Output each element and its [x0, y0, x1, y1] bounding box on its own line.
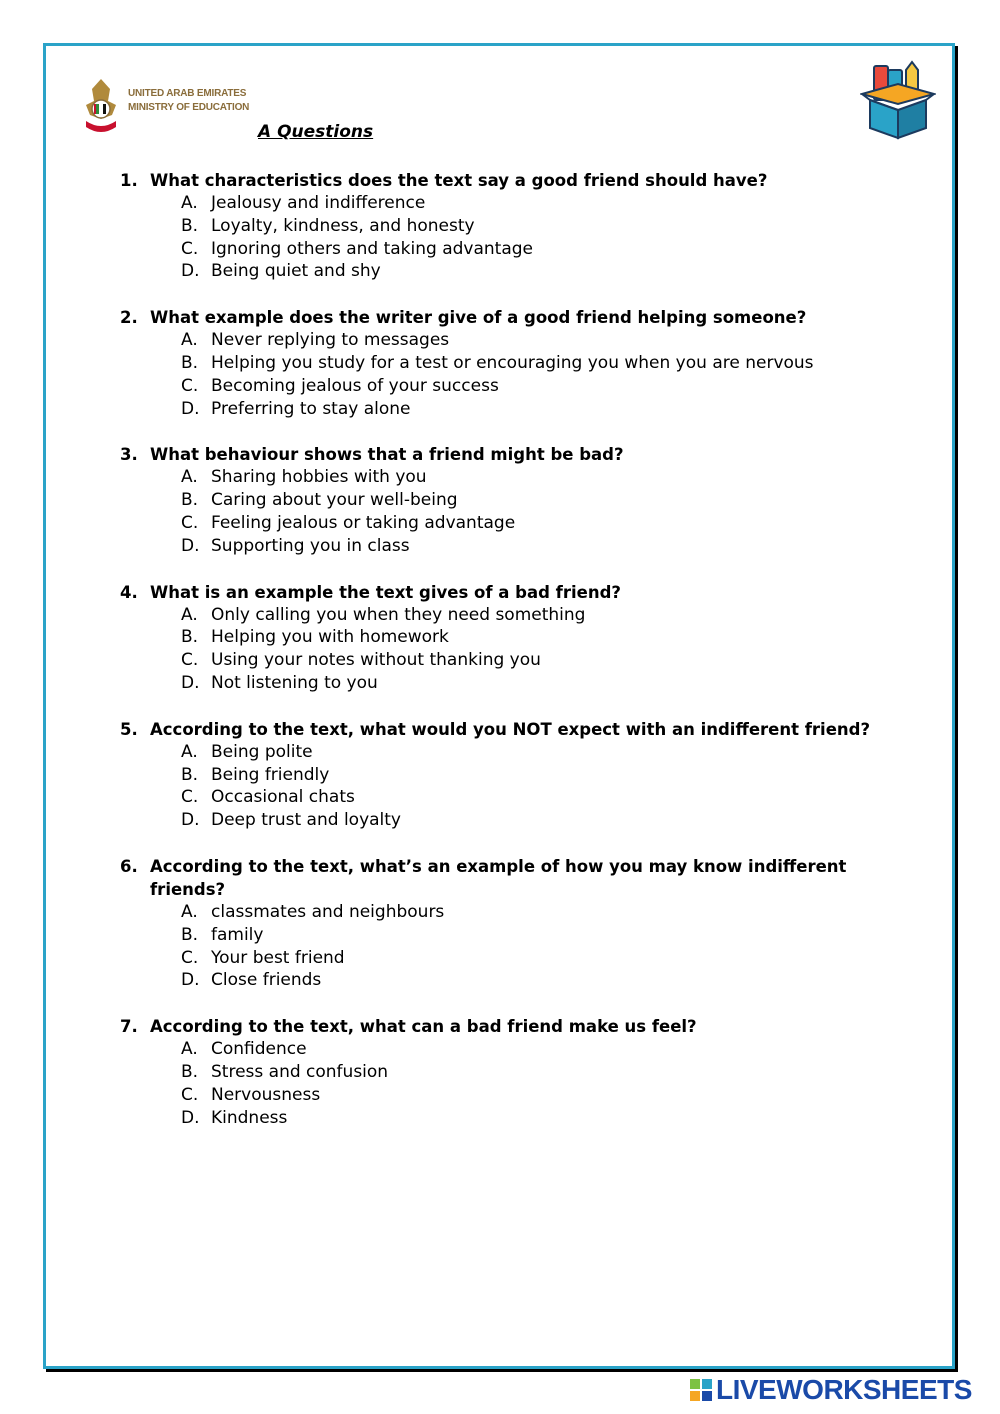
ministry-logo — [80, 75, 250, 139]
option-text: Occasional chats — [211, 787, 355, 808]
question-number: 4. — [120, 582, 138, 602]
option-letter: B. — [181, 627, 199, 648]
answer-option[interactable] — [120, 809, 880, 832]
question-text: What characteristics does the text say a good friend should have? — [150, 171, 768, 190]
option-letter: B. — [181, 352, 199, 373]
option-letter: D. — [181, 970, 200, 991]
answer-option[interactable] — [120, 741, 880, 764]
option-text: Helping you study for a test or encouraging you when you are nervous — [211, 352, 814, 373]
liveworksheets-text: LIVEWORKSHEETS — [716, 1374, 972, 1405]
option-text: Caring about your well-being — [211, 490, 458, 511]
question-title — [120, 718, 880, 741]
question-4 — [120, 581, 880, 695]
option-letter: D. — [181, 535, 200, 556]
answer-option[interactable] — [120, 1038, 880, 1061]
option-text: Ignoring others and taking advantage — [211, 238, 534, 259]
logo-line-1: UNITED ARAB EMIRATES — [128, 88, 247, 99]
option-letter: D. — [181, 672, 200, 693]
question-number: 2. — [120, 308, 138, 328]
question-text: According to the text, what would you NOT expect with an indifferent friend? — [150, 719, 871, 739]
option-text: Feeling jealous or taking advantage — [211, 512, 516, 533]
question-title — [120, 855, 880, 901]
option-letter: A. — [181, 1039, 198, 1060]
option-letter: A. — [181, 741, 198, 762]
logo-line-2: MINISTRY OF EDUCATION — [128, 102, 250, 113]
option-text: Kindness — [211, 1107, 288, 1128]
answer-option[interactable] — [120, 1084, 880, 1107]
answer-option[interactable] — [120, 604, 880, 627]
answer-option[interactable] — [120, 764, 880, 787]
option-text: Not listening to you — [211, 672, 378, 693]
option-letter: A. — [181, 901, 198, 922]
question-text: What is an example the text gives of a bad friend? — [150, 582, 621, 602]
answer-option[interactable] — [120, 969, 880, 992]
option-text: Being friendly — [211, 764, 330, 785]
option-letter: A. — [181, 330, 198, 351]
question-title — [120, 169, 880, 192]
option-text: Close friends — [211, 970, 322, 991]
option-text: Deep trust and loyalty — [211, 810, 401, 831]
question-5 — [120, 718, 880, 832]
question-2 — [120, 306, 880, 420]
question-title — [120, 1015, 880, 1038]
option-letter: D. — [181, 810, 200, 831]
answer-option[interactable] — [120, 947, 880, 970]
option-text: Your best friend — [211, 947, 345, 968]
question-text: According to the text, what can a bad friend make us feel? — [150, 1017, 697, 1037]
page-title: A Questions — [258, 122, 374, 142]
answer-option[interactable] — [120, 398, 880, 421]
option-text: Confidence — [211, 1039, 307, 1060]
question-text: What behaviour shows that a friend might be bad? — [150, 445, 624, 465]
option-letter: B. — [181, 490, 199, 511]
option-text: family — [211, 924, 264, 945]
answer-option[interactable] — [120, 786, 880, 809]
question-text: According to the text, what’s an example of how you may know indifferent friends? — [150, 856, 847, 899]
option-text: Becoming jealous of your success — [211, 375, 499, 396]
option-letter: A. — [181, 467, 198, 488]
option-text: Preferring to stay alone — [211, 398, 411, 419]
question-text: What example does the writer give of a good friend helping someone? — [150, 308, 807, 328]
question-7 — [120, 1015, 880, 1129]
question-number: 5. — [120, 719, 138, 739]
option-letter: B. — [181, 924, 199, 945]
question-title — [120, 306, 880, 329]
option-text: Never replying to messages — [211, 330, 450, 351]
uae-emblem-icon — [80, 75, 122, 139]
answer-option[interactable] — [120, 192, 880, 215]
option-text: Only calling you when they need something — [211, 604, 586, 625]
questions-list — [120, 169, 880, 1152]
answer-option[interactable] — [120, 489, 880, 512]
answer-option[interactable] — [120, 352, 880, 375]
option-text: Helping you with homework — [211, 627, 449, 648]
question-number: 3. — [120, 445, 138, 465]
option-letter: C. — [181, 1084, 199, 1105]
option-letter: A. — [181, 604, 198, 625]
option-letter: C. — [181, 787, 199, 808]
option-text: Being quiet and shy — [211, 261, 381, 282]
option-letter: B. — [181, 1061, 199, 1082]
question-number: 7. — [120, 1017, 138, 1037]
option-text: Jealousy and indifference — [211, 193, 426, 213]
question-6 — [120, 855, 880, 992]
school-supplies-box-icon — [860, 60, 936, 140]
answer-option[interactable] — [120, 672, 880, 695]
answer-option[interactable] — [120, 375, 880, 398]
option-letter: C. — [181, 512, 199, 533]
answer-option[interactable] — [120, 238, 880, 261]
answer-option[interactable] — [120, 260, 880, 283]
option-text: Using your notes without thanking you — [211, 650, 541, 671]
option-letter: A. — [181, 193, 198, 213]
question-number: 1. — [120, 171, 138, 190]
answer-option[interactable] — [120, 215, 880, 238]
option-letter: D. — [181, 398, 200, 419]
answer-option[interactable] — [120, 901, 880, 924]
question-number: 6. — [120, 856, 138, 876]
answer-option[interactable] — [120, 626, 880, 649]
option-text: classmates and neighbours — [211, 901, 445, 922]
option-text: Supporting you in class — [211, 535, 410, 556]
option-letter: C. — [181, 947, 199, 968]
option-text: Nervousness — [211, 1084, 321, 1105]
question-title — [120, 443, 880, 466]
liveworksheets-logo-icon — [690, 1379, 712, 1401]
option-text: Stress and confusion — [211, 1061, 389, 1082]
answer-option[interactable] — [120, 535, 880, 558]
question-1 — [120, 169, 880, 283]
option-text: Being polite — [211, 741, 313, 762]
question-title — [120, 581, 880, 604]
option-letter: B. — [181, 215, 199, 236]
answer-option[interactable] — [120, 466, 880, 489]
liveworksheets-brand — [690, 1374, 972, 1406]
question-3 — [120, 443, 880, 557]
answer-option[interactable] — [120, 1107, 880, 1130]
option-text: Sharing hobbies with you — [211, 467, 427, 488]
option-letter: C. — [181, 375, 199, 396]
option-letter: C. — [181, 238, 199, 259]
answer-option[interactable] — [120, 649, 880, 672]
option-letter: B. — [181, 764, 199, 785]
option-text: Loyalty, kindness, and honesty — [211, 215, 475, 236]
option-letter: C. — [181, 650, 199, 671]
ministry-logo-text — [128, 87, 249, 115]
answer-option[interactable] — [120, 1061, 880, 1084]
answer-option[interactable] — [120, 924, 880, 947]
option-letter: D. — [181, 261, 200, 282]
option-letter: D. — [181, 1107, 200, 1128]
answer-option[interactable] — [120, 512, 880, 535]
answer-option[interactable] — [120, 329, 880, 352]
